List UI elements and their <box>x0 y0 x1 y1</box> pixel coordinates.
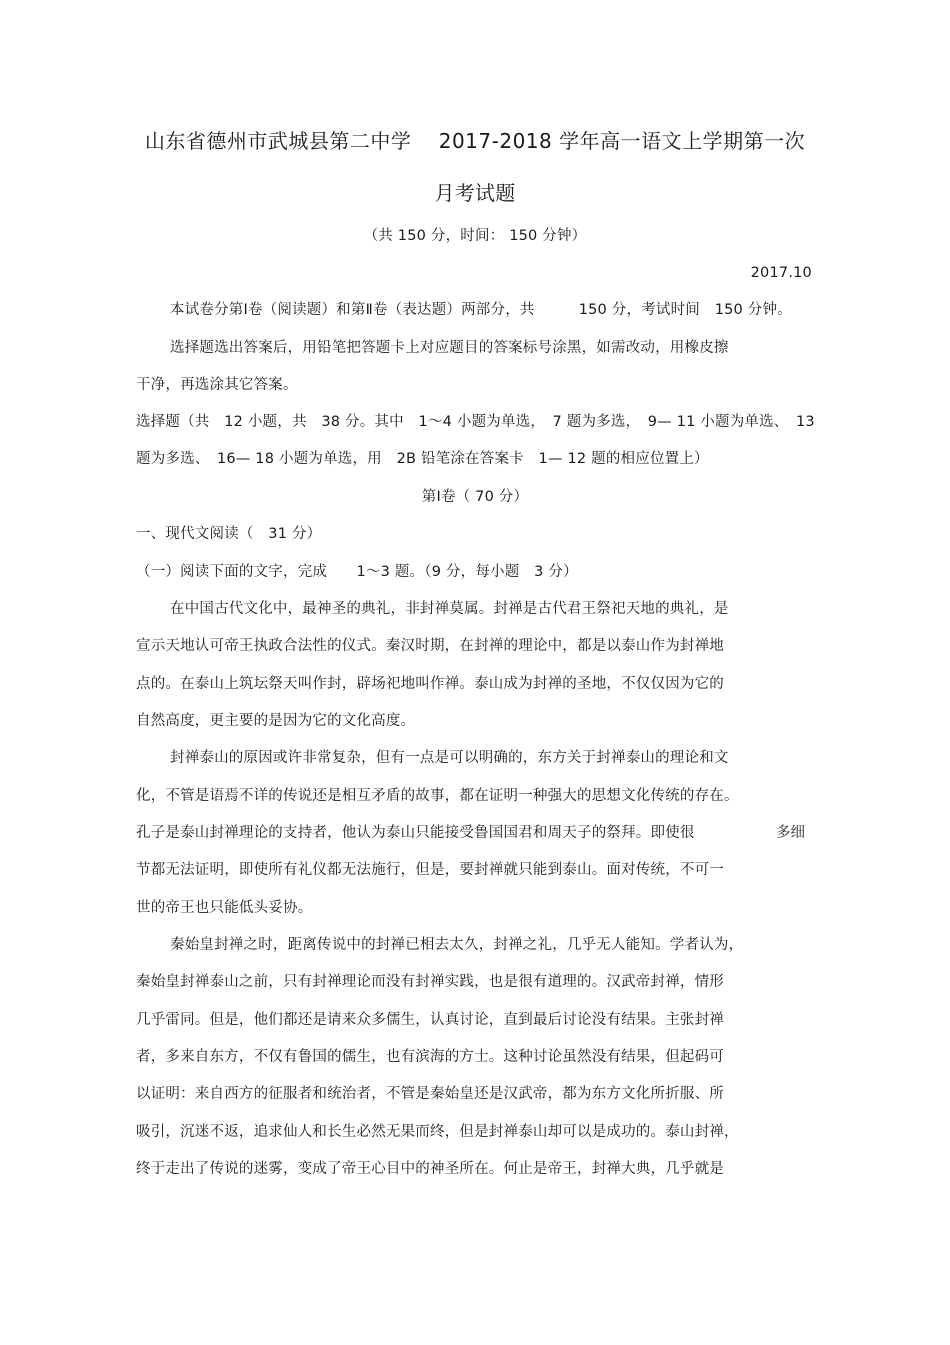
passage-line: 点的。在泰山上筑坛祭天叫作封，辟场祀地叫作禅。泰山成为封禅的圣地，不仅仅因为它的 <box>136 676 724 692</box>
passage-line: 宣示天地认可帝王执政合法性的仪式。秦汉时期，在封禅的理论中，都是以泰山作为封禅地 <box>136 638 724 654</box>
passage-line: 世的帝王也只能低头妥协。 <box>136 900 313 916</box>
passage-line: 终于走出了传说的迷雾，变成了帝王心目中的神圣所在。何止是帝王，封禅大典，几乎就是 <box>136 1161 724 1177</box>
exam-date: 2017.10 <box>750 265 812 281</box>
passage-line: 秦始皇封禅之时，距离传说中的封禅已相去太久，封禅之礼，几乎无人能知。学者认为， <box>170 937 744 953</box>
passage-line: 几乎雷同。但是，他们都还是请来众多儒生，认真讨论，直到最后讨论没有结果。主张封禅 <box>136 1012 724 1028</box>
section-heading-2: （一）阅读下面的文字，完成 1～3 题。（9 分，每小题 3 分） <box>136 564 578 580</box>
passage-line: 秦始皇封禅泰山之前，只有封禅理论而没有封禅实践，也是很有道理的。汉武帝封禅，情形 <box>136 974 724 990</box>
passage-line: 孔子是泰山封禅理论的支持者，他认为泰山只能接受鲁国国君和周天子的祭拜。即使很 <box>136 825 695 841</box>
exam-info: （共 150 分，时间： 150 分钟） <box>363 228 587 244</box>
part-title: 第Ⅰ卷（ 70 分） <box>421 489 529 505</box>
section-heading-1: 一、现代文阅读（ 31 分） <box>136 526 322 542</box>
passage-line: 以证明：来自西方的征服者和统治者，不管是秦始皇还是汉武帝，都为东方文化所折服、所 <box>136 1086 724 1102</box>
passage-line: 在中国古代文化中，最神圣的典礼，非封禅莫属。封禅是古代君王祭祀天地的典礼，是 <box>170 601 729 617</box>
passage-line: 封禅泰山的原因或许非常复杂，但有一点是可以明确的，东方关于封禅泰山的理论和文 <box>170 750 729 766</box>
instruction-line-3: 干净，再选涂其它答案。 <box>136 377 298 393</box>
passage-line: 自然高度，更主要的是因为它的文化高度。 <box>136 713 416 729</box>
passage-line: 吸引，沉迷不返，追求仙人和长生必然无果而终，但是封禅泰山却可以是成功的。泰山封禅， <box>136 1124 739 1140</box>
passage-line: 化，不管是语焉不详的传说还是相互矛盾的故事，都在证明一种强大的思想文化传统的存在。 <box>136 788 739 804</box>
passage-line: 节都无法证明，即使所有礼仪都无法施行，但是，要封禅就只能到泰山。面对传统，不可一 <box>136 862 724 878</box>
instruction-line-2: 选择题选出答案后，用铅笔把答题卡上对应题目的答案标号涂黑，如需改动，用橡皮擦 <box>170 340 729 356</box>
title-line-2: 月考试题 <box>434 181 516 205</box>
passage-line-tail: 多细 <box>776 825 805 841</box>
instruction-line-4: 选择题（共 12 小题，共 38 分。其中 1～4 小题为单选， 7 题为多选， 9— 11 小题为单选、 13 <box>136 414 815 430</box>
instruction-line-5: 题为多选、 16— 18 小题为单选，用 2B 铅笔涂在答案卡 1— 12 题的相应位置上） <box>136 451 709 467</box>
title-line-1: 山东省德州市武城县第二中学 2017-2018 学年高一语文上学期第一次 <box>144 129 806 153</box>
instruction-line-1: 本试卷分第Ⅰ卷（阅读题）和第Ⅱ卷（表达题）两部分，共 150 分，考试时间 150 分钟。 <box>170 302 792 318</box>
passage-line: 者，多来自东方，不仅有鲁国的儒生，也有滨海的方士。这种讨论虽然没有结果，但起码可 <box>136 1049 724 1065</box>
